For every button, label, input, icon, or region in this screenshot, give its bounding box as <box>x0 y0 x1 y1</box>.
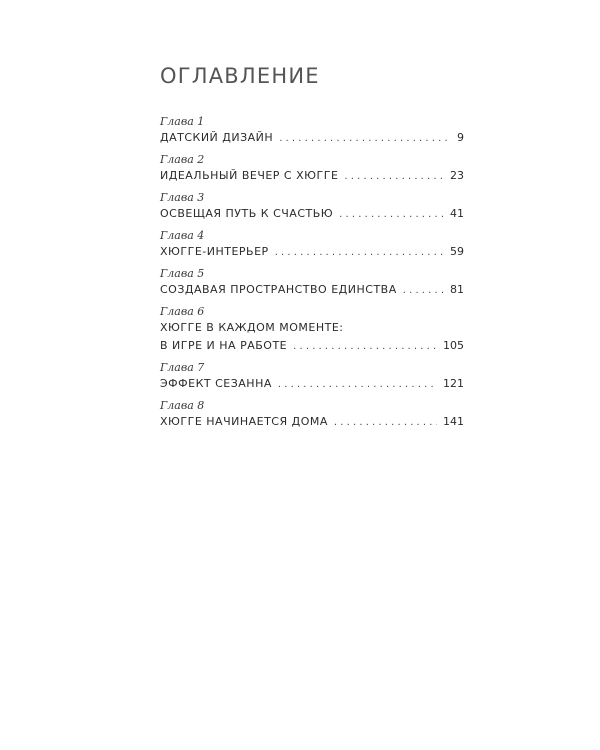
dot-leader <box>344 168 444 186</box>
chapter-label: Глава 6 <box>160 305 205 318</box>
toc-entry <box>160 360 464 393</box>
toc-entry-line <box>160 375 464 393</box>
page-number: 9 <box>457 131 464 144</box>
chapter-title: ХЮГГЕ НАЧИНАЕТСЯ ДОМА <box>160 415 328 428</box>
toc-entry-line <box>160 337 464 355</box>
chapter-label: Глава 7 <box>160 361 205 374</box>
toc-entry-line <box>160 205 464 223</box>
dot-leader <box>293 338 437 356</box>
page-number: 81 <box>450 283 464 296</box>
page-number: 105 <box>443 339 464 352</box>
dot-leader <box>275 244 444 262</box>
toc-entry-line <box>160 319 464 337</box>
dot-leader <box>279 130 451 148</box>
toc-entry <box>160 304 464 355</box>
chapter-title: ДАТСКИЙ ДИЗАЙН <box>160 131 274 144</box>
toc-entry-line <box>160 281 464 299</box>
toc-entry-line <box>160 167 464 185</box>
toc-entry <box>160 398 464 431</box>
dot-leader <box>334 414 437 432</box>
page-title: ОГЛАВЛЕНИЕ <box>160 64 320 88</box>
chapter-title: ХЮГГЕ-ИНТЕРЬЕР <box>160 245 269 258</box>
toc-entry <box>160 190 464 223</box>
dot-leader <box>278 376 437 394</box>
toc-entry <box>160 266 464 299</box>
chapter-label: Глава 2 <box>160 153 205 166</box>
chapter-label: Глава 5 <box>160 267 205 280</box>
chapter-label: Глава 1 <box>160 115 205 128</box>
page-number: 141 <box>443 415 464 428</box>
chapter-label: Глава 3 <box>160 191 205 204</box>
dot-leader <box>339 206 444 224</box>
chapter-label: Глава 4 <box>160 229 205 242</box>
chapter-title-continuation: В ИГРЕ И НА РАБОТЕ <box>160 339 288 352</box>
page-number: 59 <box>450 245 464 258</box>
chapter-title: ОСВЕЩАЯ ПУТЬ К СЧАСТЬЮ <box>160 207 334 220</box>
chapter-title: ИДЕАЛЬНЫЙ ВЕЧЕР С ХЮГГЕ <box>160 169 339 182</box>
toc-entry <box>160 228 464 261</box>
toc-entry <box>160 152 464 185</box>
chapter-title: СОЗДАВАЯ ПРОСТРАНСТВО ЕДИНСТВА <box>160 283 397 296</box>
toc-entry-line <box>160 243 464 261</box>
page-number: 23 <box>450 169 464 182</box>
toc-entry-line <box>160 129 464 147</box>
chapter-title: ХЮГГЕ В КАЖДОМ МОМЕНТЕ: <box>160 321 344 334</box>
chapter-label: Глава 8 <box>160 399 205 412</box>
page-number: 121 <box>443 377 464 390</box>
page-number: 41 <box>450 207 464 220</box>
dot-leader <box>403 282 444 300</box>
chapter-title: ЭФФЕКТ СЕЗАННА <box>160 377 272 390</box>
toc-entry <box>160 114 464 147</box>
toc-entry-line <box>160 413 464 431</box>
table-of-contents <box>160 114 464 436</box>
